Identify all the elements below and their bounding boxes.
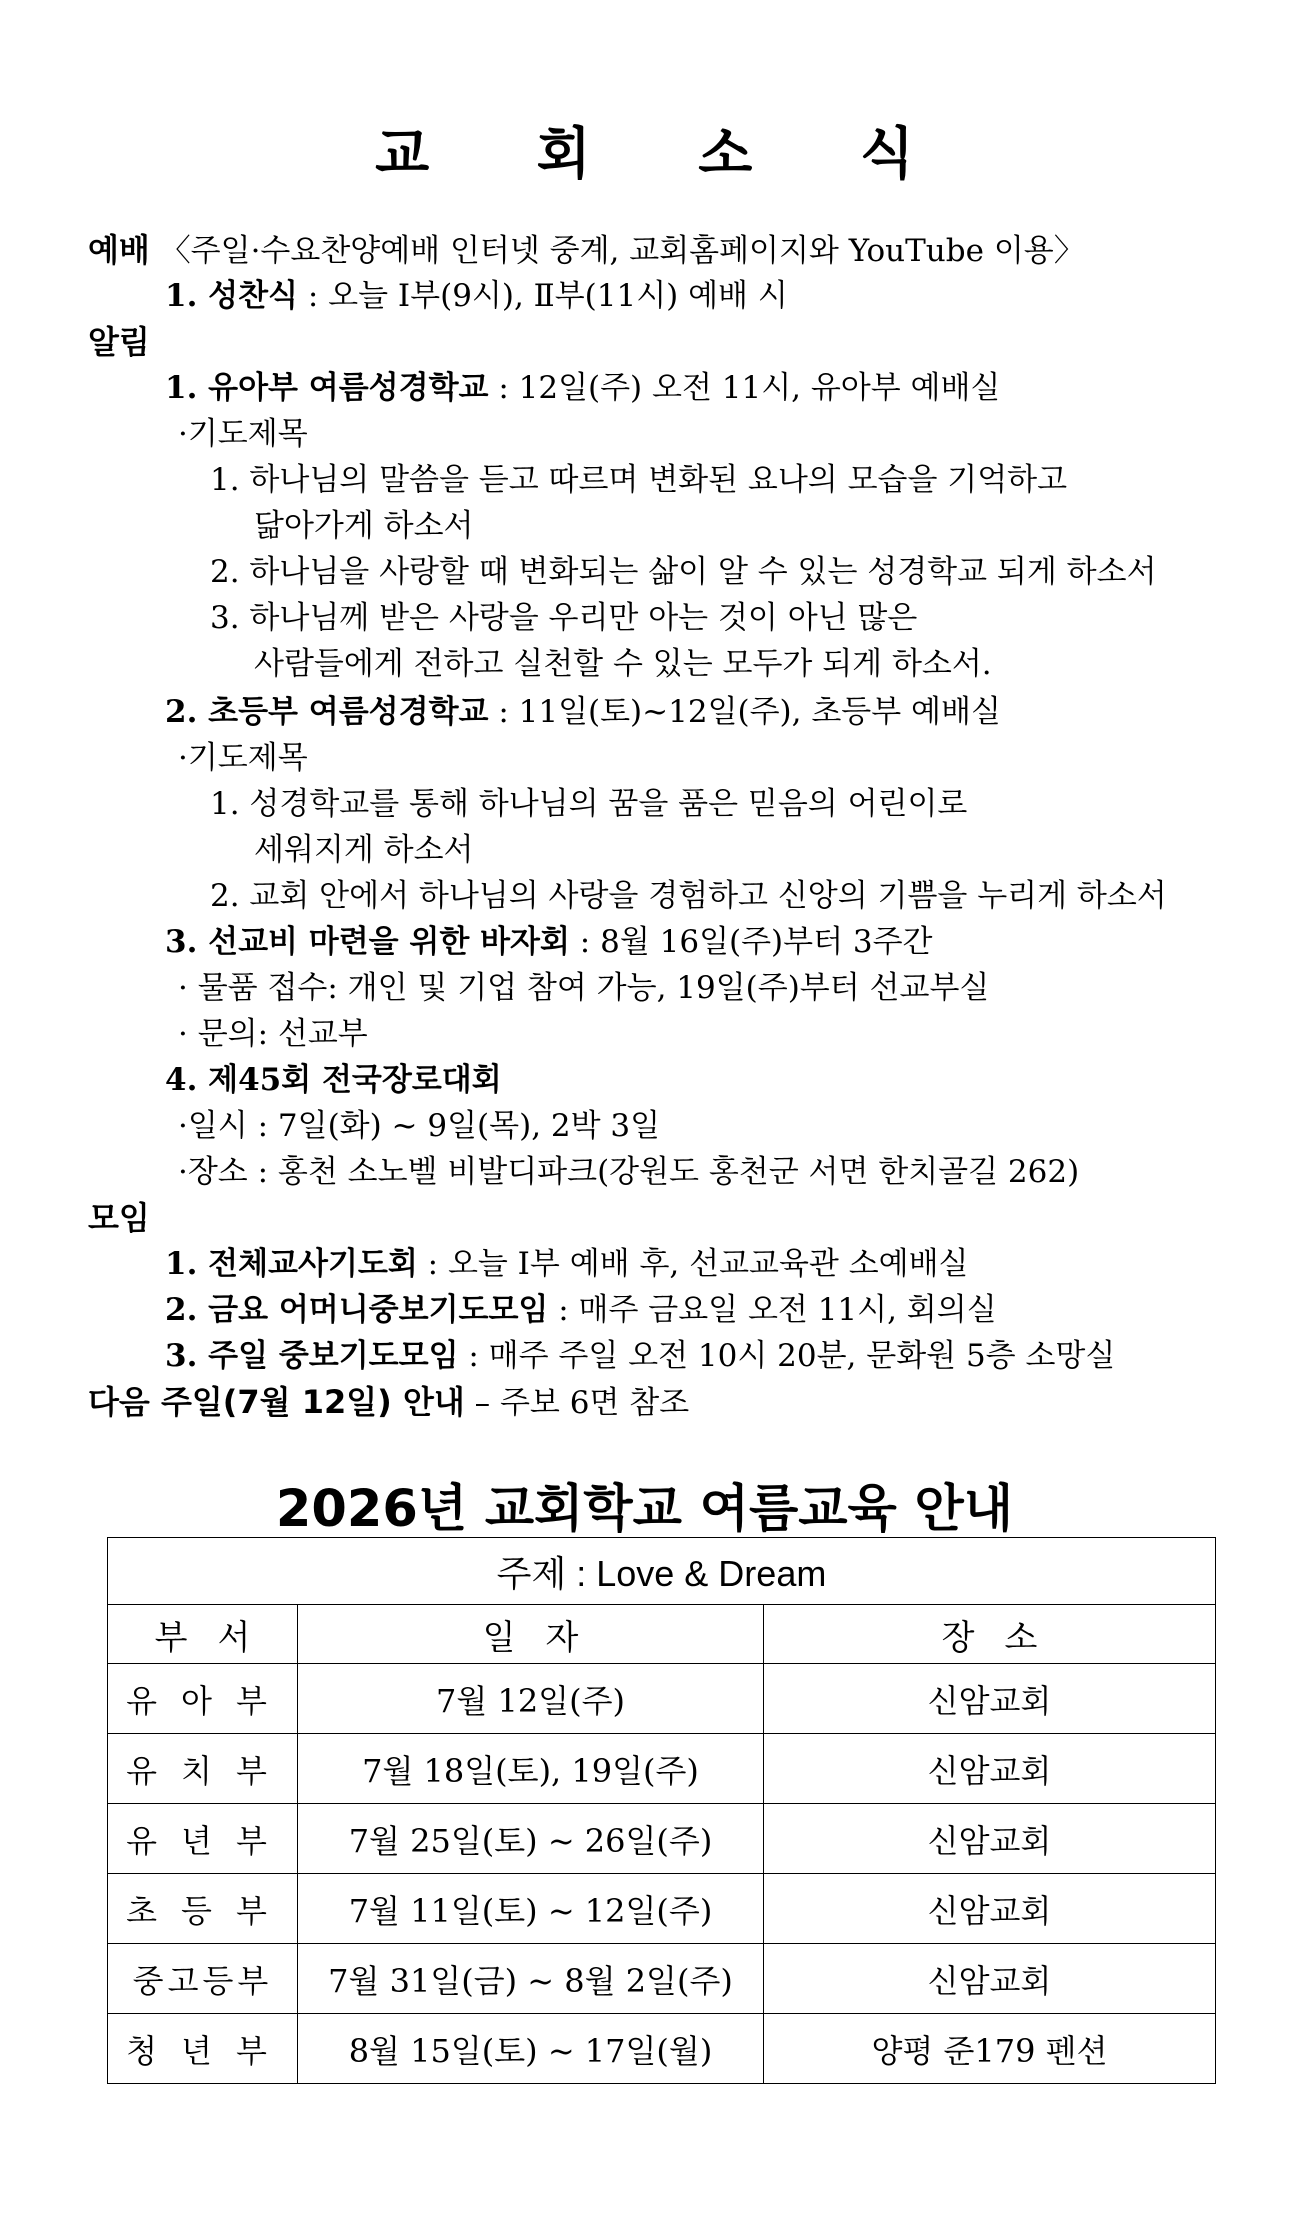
meeting-2-label: 2. 금요 어머니중보기도모임 [165, 1292, 549, 1328]
table-row [108, 1944, 1216, 2014]
notice-4-item-1: ·일시 : 7일(화) ~ 9일(목), 2박 3일 [178, 1108, 661, 1144]
notice-3-item-2: · 문의: 선교부 [178, 1016, 368, 1052]
date-cell: 8월 15일(토) ~ 17일(월) [298, 2014, 764, 2084]
table-row [108, 1664, 1216, 1734]
meeting-3 [165, 1336, 1115, 1376]
place-cell: 신암교회 [764, 1664, 1216, 1734]
header-date: 일자 [298, 1605, 764, 1664]
notice-4-label: 4. 제45회 전국장로대회 [165, 1062, 502, 1098]
date-cell: 7월 12일(주) [298, 1664, 764, 1734]
communion-text: : 오늘 Ⅰ부(9시), Ⅱ부(11시) 예배 시 [307, 278, 788, 314]
date-cell: 7월 18일(토), 19일(주) [298, 1734, 764, 1804]
meeting-2 [165, 1290, 997, 1330]
place-cell: 신암교회 [764, 1734, 1216, 1804]
header-place: 장소 [764, 1605, 1216, 1664]
table-header-row [108, 1605, 1216, 1664]
meetings-heading: 모임 [88, 1199, 150, 1237]
notice-2-prayer-1-cont: 세워지게 하소서 [254, 832, 474, 868]
meeting-3-text: : 매주 주일 오전 10시 20분, 문화원 5층 소망실 [468, 1338, 1116, 1374]
notice-1-label: 1. 유아부 여름성경학교 [165, 370, 489, 406]
dept-cell: 청년부 [108, 2014, 298, 2084]
notice-2-prayer-1: 1. 성경학교를 통해 하나님의 꿈을 품은 믿음의 어린이로 [210, 786, 968, 822]
notice-1-prayer-1: 1. 하나님의 말씀을 듣고 따르며 변화된 요나의 모습을 기억하고 [210, 462, 1068, 498]
summer-education-title: 2026년 교회학교 여름교육 안내 [275, 1480, 1014, 1539]
next-sunday-label: 다음 주일(7월 12일) 안내 [88, 1383, 465, 1421]
place-cell: 양평 준179 펜션 [764, 2014, 1216, 2084]
dept-cell: 유아부 [108, 1664, 298, 1734]
dept-cell: 중고등부 [108, 1944, 298, 2014]
date-cell: 7월 31일(금) ~ 8월 2일(주) [298, 1944, 764, 2014]
theme-cell: 주제 : Love & Dream [108, 1538, 1216, 1605]
meeting-1-text: : 오늘 Ⅰ부 예배 후, 선교교육관 소예배실 [427, 1246, 969, 1282]
next-sunday-notice [88, 1382, 689, 1423]
worship-heading: 예배 [88, 231, 150, 269]
notice-1-subheading: ·기도제목 [178, 416, 308, 452]
dept-cell: 유년부 [108, 1804, 298, 1874]
notice-1-prayer-3-cont: 사람들에게 전하고 실천할 수 있는 모두가 되게 하소서. [254, 646, 992, 682]
table-row [108, 2014, 1216, 2084]
theme-row [108, 1538, 1216, 1605]
page-title: 교 회 소 식 [375, 122, 958, 187]
meeting-1-label: 1. 전체교사기도회 [165, 1246, 418, 1282]
table-row [108, 1734, 1216, 1804]
notice-2-prayer-2: 2. 교회 안에서 하나님의 사랑을 경험하고 신앙의 기쁨을 누리게 하소서 [210, 878, 1167, 914]
notice-1-prayer-2: 2. 하나님을 사랑할 때 변화되는 삶이 알 수 있는 성경학교 되게 하소서 [210, 554, 1157, 590]
date-cell: 7월 11일(토) ~ 12일(주) [298, 1874, 764, 1944]
meeting-3-label: 3. 주일 중보기도모임 [165, 1338, 459, 1374]
notice-1 [165, 368, 1000, 408]
notice-2-label: 2. 초등부 여름성경학교 [165, 694, 489, 730]
worship-note: 〈주일·수요찬양예배 인터넷 중계, 교회홈페이지와 YouTube 이용〉 [159, 233, 1085, 269]
table-row [108, 1874, 1216, 1944]
notice-1-prayer-1-cont: 닮아가게 하소서 [254, 508, 474, 544]
date-cell: 7월 25일(토) ~ 26일(주) [298, 1804, 764, 1874]
place-cell: 신암교회 [764, 1874, 1216, 1944]
meeting-1 [165, 1244, 969, 1284]
summer-education-table [107, 1537, 1216, 2084]
table-row [108, 1804, 1216, 1874]
meeting-2-text: : 매주 금요일 오전 11시, 회의실 [558, 1292, 997, 1328]
notice-4 [165, 1060, 502, 1100]
notice-2 [165, 692, 1001, 732]
header-dept: 부서 [108, 1605, 298, 1664]
place-cell: 신암교회 [764, 1804, 1216, 1874]
notice-2-subheading: ·기도제목 [178, 740, 308, 776]
notice-3 [165, 922, 933, 962]
communion-label: 1. 성찬식 [165, 278, 298, 314]
notice-4-item-2: ·장소 : 홍천 소노벨 비발디파크(강원도 홍천군 서면 한치골길 262) [178, 1154, 1080, 1190]
notice-1-text: : 12일(주) 오전 11시, 유아부 예배실 [498, 370, 1001, 406]
notice-3-text: : 8월 16일(주)부터 3주간 [579, 924, 933, 960]
place-cell: 신암교회 [764, 1944, 1216, 2014]
worship-item-communion [165, 276, 788, 316]
notice-2-text: : 11일(토)~12일(주), 초등부 예배실 [498, 694, 1001, 730]
worship-section [88, 230, 1085, 271]
notice-1-prayer-3: 3. 하나님께 받은 사랑을 우리만 아는 것이 아닌 많은 [210, 600, 918, 636]
next-sunday-text: – 주보 6면 참조 [464, 1385, 690, 1421]
dept-cell: 유치부 [108, 1734, 298, 1804]
dept-cell: 초등부 [108, 1874, 298, 1944]
notice-3-item-1: · 물품 접수: 개인 및 기업 참여 가능, 19일(주)부터 선교부실 [178, 970, 990, 1006]
notices-heading: 알림 [88, 323, 150, 361]
notice-3-label: 3. 선교비 마련을 위한 바자회 [165, 924, 570, 960]
